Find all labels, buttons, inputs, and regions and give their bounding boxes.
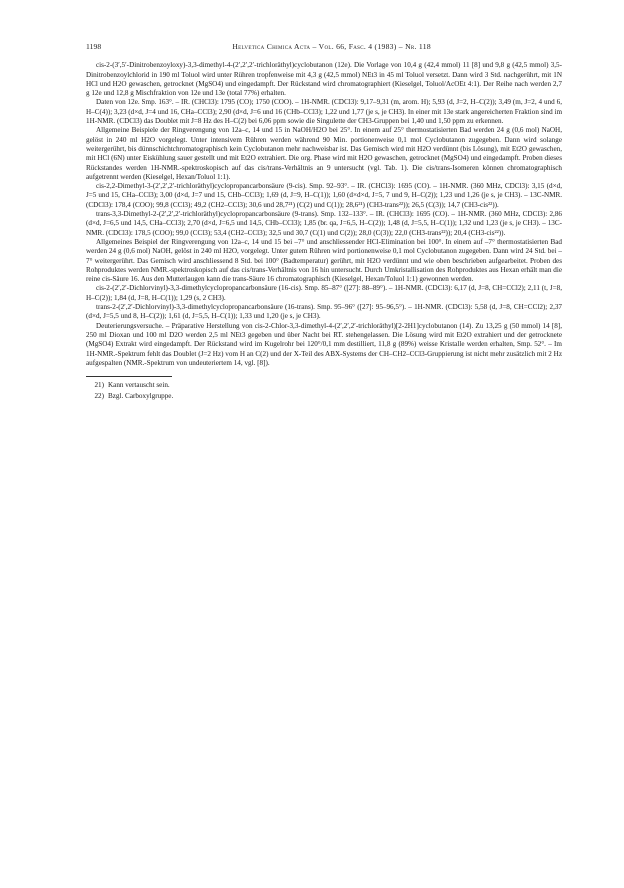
paragraph-9-cis: cis-2,2-Dimethyl-3-(2′,2′,2′-trichloräthyl)cyclopropancarbonsäure (9-cis). Smp. 92–93°. – IR. (CHCl3): 1695 (CO). – 1H-NMR. (360 MHz, CDCl3): 3,15 (d×d, J=5 und 15, CHa–CCl3); 3,00 (d×d, J=7 und 15, CHb–CCl3); 1,69 (d, J=9, H–C(1)); 1,60 (d×d×d, J=5, 7 und 9, H–C(2)); 1,23 und 1,26 (je s, je CH3). – 13C-NMR. (CDCl3): 178,4 (COO); 99,8 (CCl3); 49,2 (CH2–CCl3); 30,6 und 28,7²¹) (C(2) und C(1)); 28,6²¹) (CH3-trans²²)); 26,5 (C(3)); 14,7 (CH3-cis²²)). bbox=[86, 182, 562, 209]
journal-title: Helvetica Chimica Acta – Vol. 66, Fasc. 4 (1983) – Nr. 118 bbox=[232, 42, 431, 51]
paragraph-9-trans: trans-3,3-Dimethyl-2-(2′,2′,2′-trichloräthyl)cyclopropancarbonsäure (9-trans). Smp. 132–133°. – IR. (CHCl3): 1695 (CO). – 1H-NMR. (360 MHz, CDCl3): 2,86 (d×d, J=6,5 und 14,5, CHa–CCl3); 2,70 (d×d, J=6,5 und 14,5, CHb–CCl3); 1,85 (br. qa, J=6,5, H–C(2)); 1,48 (d, J=5,5, H–C(1)); 1,32 und 1,23 (je s, je CH3). – 13C-NMR. (CDCl3): 178,5 (COO); 99,0 (CCl3); 53,4 (CH2–CCl3); 32,5 und 30,7 (C(1) und C(2)); 28,0 (C(3)); 22,0 (CH3-trans²²)); 20,4 (CH3-cis²²)). bbox=[86, 210, 562, 237]
footnote-number: 22) bbox=[94, 392, 104, 401]
paragraph-ring-contraction-25: Allgemeine Beispiele der Ringverengung von 12a–c, 14 und 15 in NaOH/H2O bei 25°. In einem auf 25° thermostatisierten Bad werden 24 g (0,6 mol) NaOH, gelöst in 240 ml H2O vorgelegt. Unter intensivem Rühren werden während 90 Min. portionenweise 0,1 mol Cyclobutanon zugegeben. Dann wird solange weitergerührt, bis dünnschichtchromatographisch kein Cyclobutanon mehr nachweisbar ist. Das Gemisch wird mit H2O verdünnt (bis Lösung), mit Et2O gewaschen, mit HCl (6N) unter Eiskühlung sauer gestellt und mit Et2O extrahiert. Die org. Phase wird mit H2O gewaschen, getrocknet (MgSO4) und eingedampft. Proben dieses Rückstandes werden 1H-NMR.-spektroskopisch auf das cis/trans-Verhältnis an 9 untersucht (vgl. Tab. 1). Die cis/trans-Isomeren können chromatographisch aufgetrennt werden (Kieselgel, Hexan/Toluol 1:1). bbox=[86, 126, 562, 181]
paragraph-12e-preparation: cis-2-(3′,5′-Dinitrobenzoyloxy)-3,3-dimethyl-4-(2′,2′,2′-trichloräthyl)cyclobutanon (12e). Die Vorlage von 10,4 g (42,4 mmol) 11 [8] und 9,8 g (42,5 mmol) 3,5-Dinitrobenzoylchlorid in 190 ml Toluol wird unter Rühren tropfenweise mit 4,3 g (42,5 mmol) NEt3 in 45 ml Toluol versetzt. Dann wird 3 Std. nachgerührt, mit 1N HCl und H2O gewaschen, getrocknet (MgSO4) und eingedampft. Der Rückstand wird chromatographiert (Kieselgel, Toluol/AcOEt 4:1). Der Reihe nach werden 2,7 g 12e und 12,8 g Mischfraktion von 12e und 13e (total 77%) erhalten. bbox=[86, 61, 562, 98]
footnote-text: Bzgl. Carboxylgruppe. bbox=[108, 392, 174, 401]
footnote-rule bbox=[86, 376, 172, 377]
running-header bbox=[86, 42, 562, 51]
paragraph-12e-data: Daten von 12e. Smp. 163°. – IR. (CHCl3): 1795 (CO); 1750 (COO). – 1H-NMR. (CDCl3): 9,17–9,31 (m, arom. H); 5,93 (d, J=2, H–C(2)); 3,49 (m, J=2, 4 und 6, H–C(4)); 3,23 (d×d, J=4 und 16, CHa–CCl3); 2,90 (d×d, J=6 und 16 (CHb–CCl3); 1,22 und 1,77 (je s, je CH3). In einer mit 13e stark angereicherten Fraktion sind im 1H-NMR. (CDCl3) das Doublet mit J=8 Hz des H–C(2) bei 6,06 ppm sowie die Singulette der CH3-Gruppen bei 1,40 und 1,50 ppm zu erkennen. bbox=[86, 98, 562, 126]
paragraph-16-cis: cis-2-(2′,2′-Dichlorvinyl)-3,3-dimethylcyclopropancarbonsäure (16-cis). Smp. 85–87° ([27]: 88–89°). – 1H-NMR. (CDCl3): 6,17 (d, J=8, CH=CCl2); 2,11 (t, J=8, H–C(2)); 1,84 (d, J=8, H–C(1)); 1,29 (s, 2 CH3). bbox=[86, 284, 562, 302]
paragraph-deuteration: Deuterierungsversuche. – Präparative Herstellung von cis-2-Chlor-3,3-dimethyl-4-(2′,2′,2′-trichloräthyl)[2-2H1]cyclobutanon (14). Zu 13,25 g (50 mmol) 14 [8], 250 ml Dioxan und 100 ml D2O werden 2,5 ml NEt3 gegeben und über Nacht bei RT. stehengelassen. Die Lösung wird mit Et2O extrahiert und der getrocknete (MgSO4) Extrakt wird eingedampft. Der Rückstand wird im Kugelrohr bei 120°/0,1 mm destilliert, 11,8 g (89%) weisse Kristalle werden erhalten, Smp. 52°. – Im 1H-NMR.-Spektrum fehlt das Doublet (J=2 Hz) vom H an C(2) und der X-Teil des ABX-Systems der CH–CH2–CCl3-Gruppierung ist nicht mehr zusätzlich mit 2 Hz aufgespalten (NMR.-Spektrum von undeuteriertem 14, vgl. [8]). bbox=[86, 321, 562, 367]
footnote-text: Kann vertauscht sein. bbox=[108, 381, 170, 390]
footnote-21 bbox=[86, 381, 562, 390]
paragraph-16-trans: trans-2-(2′,2′-Dichlorvinyl)-3,3-dimethylcyclopropancarbonsäure (16-trans). Smp. 95–96° ([27]: 95–96,5°). – 1H-NMR. (CDCl3): 5,58 (d, J=8, CH=CCl2); 2,37 (d×d, J=5,5 und 8, H–C(2)); 1,61 (d, J=5,5, H–C(1)); 1,33 und 1,20 (je s, je CH3). bbox=[86, 303, 562, 321]
page bbox=[86, 42, 562, 404]
page-number: 1198 bbox=[86, 42, 102, 51]
footnote-number: 21) bbox=[94, 381, 104, 390]
paragraph-ring-contraction-minus7: Allgemeines Beispiel der Ringverengung von 12a–c, 14 und 15 bei –7° und anschliessender HCl-Elimination bei 100°. In einem auf –7° thermostatisierten Bad werden 24 g (0,6 mol) NaOH, gelöst in 240 ml H2O, vorgelegt. Unter gutem Rühren wird portionenweise 0,1 mol Cyclobutanon zugegeben. Dann wird 24 Std. bei –7° weitergerührt. Das Gemisch wird anschliessend 8 Std. bei 100° (Badtemperatur) gerührt, mit H2O verdünnt und wie oben beschrieben aufgearbeitet. Proben des Rohproduktes werden NMR.-spektroskopisch auf das cis/trans-Verhältnis von 16 hin untersucht. Durch Umkristallisation des Rohproduktes aus Hexan erhält man die reine cis-Säure 16. Aus den Mutterlaugen kann die trans-Säure 16 chromatographisch (Kieselgel, Hexan/Toluol 1:1) gewonnen werden. bbox=[86, 237, 562, 284]
footnote-22 bbox=[86, 392, 562, 401]
